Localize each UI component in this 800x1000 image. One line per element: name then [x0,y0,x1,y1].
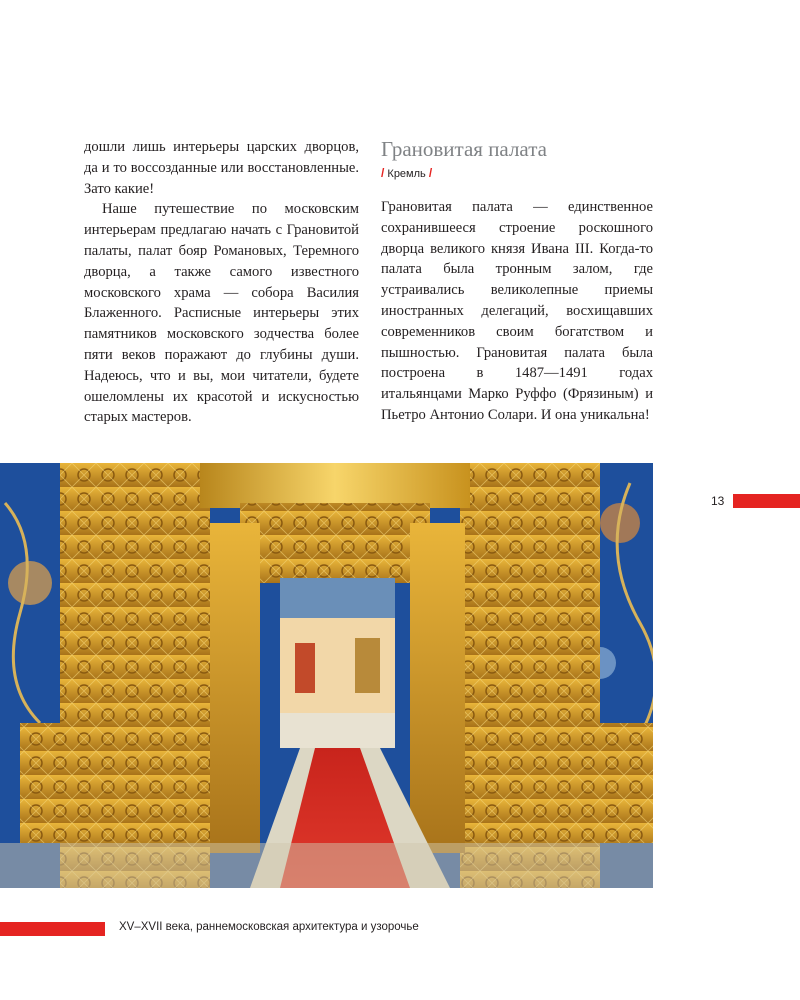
palace-interior-photo [0,463,653,888]
section-body-text: Грановитая палата — единственное сохранившееся строение роскошного дворца великого князя Ивана III. Когда-то палата была тронным залом, где устраивались великолепные приемы иностранных делегаций, восхищавших современников своим богатством и пышностью. Грановитая палата была построена в 1487—1491 годах итальянцами Марко Руффо (Фрязиным) и Пьетро Антонио Солари. И она уникальна! [381,199,653,423]
section-heading: Грановитая палата [381,137,547,161]
page-number: 13 [711,494,725,508]
slash-left: / [381,166,385,180]
running-footer: XV–XVII века, раннемосковская архитектура и узорочье [119,921,419,933]
slash-right: / [428,166,433,180]
page-number-bar [733,494,800,508]
location-tag [381,166,432,180]
left-paragraph-1: дошли лишь интерьеры царских дворцов, да и то воссозданные или восстановленные. Зато какие! [84,139,359,197]
location-label: Кремль [387,168,426,180]
footer-accent-bar [0,922,105,936]
left-paragraph-2: Наше путешествие по московским интерьерам предлагаю начать с Грановитой палаты, палат бояр Романовых, Теремного дворца, а также самого известного московского храма — собора Василия Блаженного. Расписные интерьеры этих памятников московского зодчества более пяти веков поражают до глубины души. Надеюсь, что и вы, мои читатели, будете ошеломлены их красотой и искусностью старых мастеров. [84,201,359,426]
left-text-column [84,137,359,428]
